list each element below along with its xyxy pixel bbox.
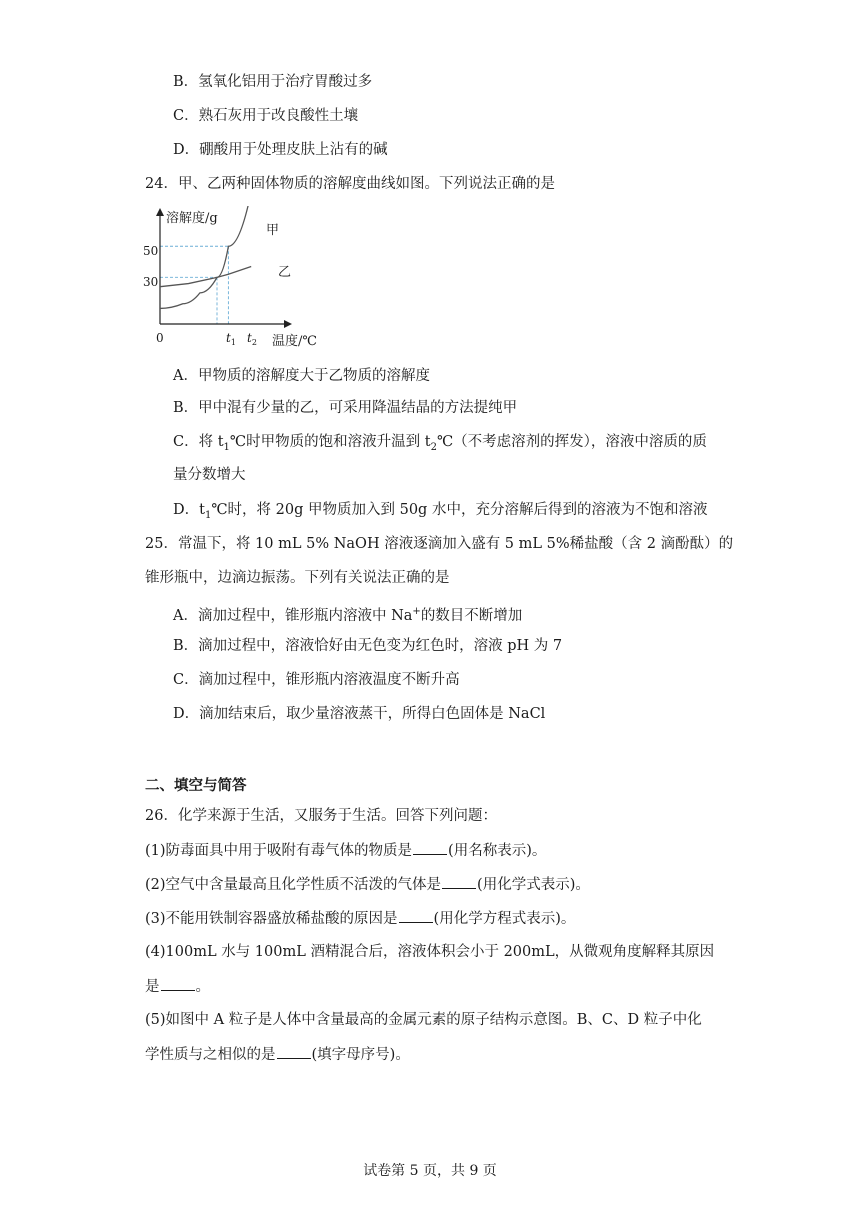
q23-option-d: D．硼酸用于处理皮肤上沾有的碱 (173, 142, 388, 158)
answer-blank-5[interactable] (277, 1044, 311, 1059)
origin-label: 0 (156, 331, 164, 345)
q26-part4-line2: 是 。 (145, 976, 210, 997)
answer-blank-3[interactable] (399, 908, 433, 923)
q24-option-d: D．$t_1℃$时，将 20g 甲物质加入到 50g 水中，充分溶解后得到的溶液为不饱和溶液 (173, 502, 708, 521)
section-title: 二、填空与简答 (145, 777, 247, 794)
answer-blank-4[interactable] (161, 976, 195, 991)
q26-part5-line2: 学性质与之相似的是 (填字母序号)。 (145, 1044, 410, 1065)
series-curve-yi (160, 266, 251, 286)
q25-stem-line1: 25．常温下，将 10 mL 5% NaOH 溶液逐滴加入盛有 5 mL 5%稀盐酸（含 2 滴酚酞）的 (145, 536, 734, 552)
q25-option-a: A．滴加过程中，锥形瓶内溶液中 Na+的数目不断增加 (173, 606, 523, 624)
q25-option-c: C．滴加过程中，锥形瓶内溶液温度不断升高 (173, 672, 460, 688)
q24-option-c: C．将 $t_1℃$时甲物质的饱和溶液升温到 $t_2℃$（不考虑溶剂的挥发），溶液中溶质的质 (173, 434, 707, 453)
answer-blank-1[interactable] (413, 840, 447, 855)
q25-option-b: B．滴加过程中，溶液恰好由无色变为红色时，溶液 pH 为 7 (173, 638, 563, 654)
x-axis-arrow (284, 320, 292, 328)
q23-option-b: B．氢氧化铝用于治疗胃酸过多 (173, 74, 373, 90)
q24-stem: 24．甲、乙两种固体物质的溶解度曲线如图。下列说法正确的是 (145, 176, 555, 192)
x-tick-t1: $t_1$ (226, 331, 236, 347)
y-tick-50: 50 (143, 244, 159, 258)
series-label-yi: 乙 (278, 265, 292, 280)
q24-option-c-cont: 量分数增大 (173, 467, 246, 483)
q26-stem: 26．化学来源于生活，又服务于生活。回答下列问题： (145, 808, 497, 824)
q24-option-b: B．甲中混有少量的乙，可采用降温结晶的方法提纯甲 (173, 400, 518, 416)
y-axis-arrow (156, 208, 164, 216)
q26-part5-line1: (5)如图中 A 粒子是人体中含量最高的金属元素的原子结构示意图。B、C、D 粒子中化 (145, 1012, 702, 1028)
q23-option-c: C．熟石灰用于改良酸性土壤 (173, 108, 359, 124)
x-axis-label: 温度/℃ (272, 334, 317, 349)
q25-option-d: D．滴加结束后，取少量溶液蒸干，所得白色固体是 NaCl (173, 706, 546, 722)
solubility-chart (140, 206, 340, 356)
series-label-jia: 甲 (266, 223, 280, 238)
q26-part3: (3)不能用铁制容器盛放稀盐酸的原因是 (用化学方程式表示)。 (145, 908, 575, 929)
q24-option-a: A．甲物质的溶解度大于乙物质的溶解度 (173, 368, 430, 384)
q26-part1: (1)防毒面具中用于吸附有毒气体的物质是 (用名称表示)。 (145, 840, 546, 861)
y-tick-30: 30 (143, 275, 159, 289)
q25-stem-line2: 锥形瓶中，边滴边振荡。下列有关说法正确的是 (145, 570, 450, 586)
y-axis-label: 溶解度/g (166, 211, 218, 226)
page-footer: 试卷第 5 页，共 9 页 (363, 1163, 497, 1179)
x-tick-t2: $t_2$ (247, 331, 257, 347)
q26-part2: (2)空气中含量最高且化学性质不活泼的气体是 (用化学式表示)。 (145, 874, 590, 895)
q26-part4-line1: (4)100mL 水与 100mL 酒精混合后，溶液体积会小于 200mL，从微观角度解释其原因 (145, 944, 715, 960)
answer-blank-2[interactable] (442, 874, 476, 889)
